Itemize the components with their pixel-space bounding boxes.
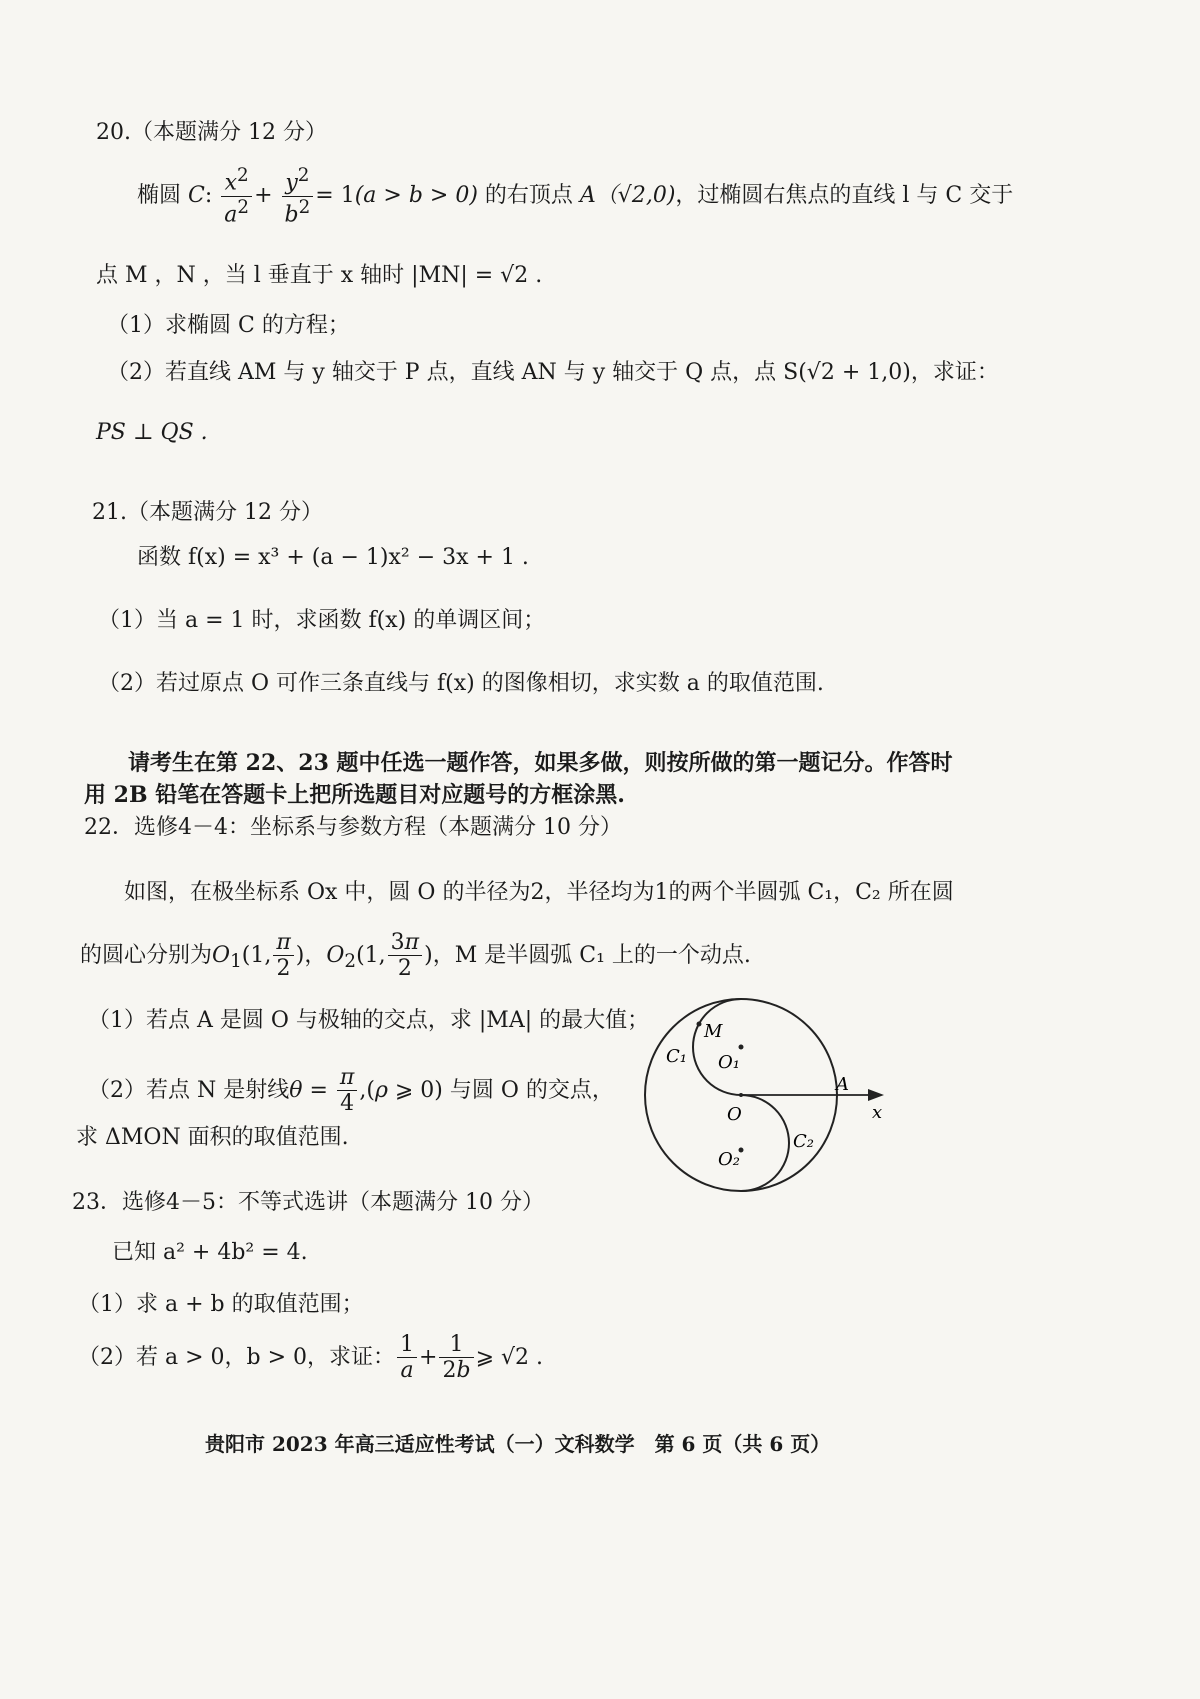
- q20-part2: （2）若直线 AM 与 y 轴交于 P 点，直线 AN 与 y 轴交于 Q 点，点 S(√2 + 1,0)，求证：: [107, 360, 999, 385]
- label-m: M: [704, 1021, 723, 1042]
- q22-stem2-prefix: 的圆心分别为: [80, 942, 213, 968]
- label-o: O: [727, 1104, 742, 1125]
- label-c1: C₁: [666, 1046, 687, 1067]
- polar-figure: [630, 990, 900, 1210]
- q22-stem-line1: 如图，在极坐标系 Ox 中，圆 O 的半径为2，半径均为1的两个半圆弧 C₁，C₂ 所在圆: [124, 880, 954, 905]
- q21-stem: 函数 f(x) = x³ + (a − 1)x² − 3x + 1 .: [137, 545, 529, 570]
- point-o1: [739, 1045, 744, 1050]
- q20-part2-conclusion: PS ⊥ QS .: [96, 420, 208, 445]
- q21-heading: 21.（本题满分 12 分）: [92, 500, 323, 525]
- q22-part2: （2）若点 N 是射线θ = $\frac{\pi}{4}$ ,(ρ ⩾ 0) 与圆 O 的交点，: [88, 1065, 614, 1117]
- instruction-line1: 请考生在第 22、23 题中任选一题作答，如果多做，则按所做的第一题记分。作答时: [128, 750, 953, 776]
- q20-stem-line1: 椭圆 C: $\frac{x^2}{a^2}$ + $\frac{y^2}{b^2}$ = 1(a > b > 0) 的右顶点 A（√2,0)，过椭圆右焦点的直线 l 与 C 交于: [137, 165, 1014, 227]
- q23-part2: （2）若 a > 0，b > 0，求证： $\frac{1}{a}$ + $\frac{1}{2b}$ ⩾ √2 .: [78, 1332, 543, 1384]
- semicircle-c2: [741, 1095, 789, 1191]
- q20-stem-suffix: ，过椭圆右焦点的直线 l 与 C 交于: [675, 183, 1014, 209]
- label-o1: O₁: [718, 1052, 740, 1073]
- axis-arrow-icon: [868, 1089, 884, 1101]
- q23-heading: 23．选修4－5：不等式选讲（本题满分 10 分）: [72, 1190, 544, 1215]
- q21-part1: （1）当 a = 1 时，求函数 f(x) 的单调区间；: [98, 608, 546, 633]
- label-a: A: [836, 1074, 849, 1095]
- q22-stem2-suffix: ，M 是半圆弧 C₁ 上的一个动点.: [432, 942, 751, 968]
- q20-condition: (a > b > 0): [354, 183, 478, 209]
- q20-point-a: A（√2,0): [579, 183, 676, 209]
- label-x: x: [872, 1102, 883, 1123]
- label-c2: C₂: [793, 1131, 814, 1152]
- q23-part2-prefix: （2）若 a > 0，b > 0，求证：: [78, 1344, 396, 1370]
- q23-stem: 已知 a² + 4b² = 4.: [112, 1240, 308, 1265]
- q20-heading: 20.（本题满分 12 分）: [96, 120, 327, 145]
- q20-part1: （1）求椭圆 C 的方程；: [107, 313, 350, 338]
- label-o2: O₂: [718, 1149, 740, 1170]
- q23-part2-suffix: ⩾ √2 .: [475, 1344, 543, 1370]
- q22-part2-prefix: （2）若点 N 是射线: [88, 1077, 290, 1103]
- q22-part2-suffix: 与圆 O 的交点，: [449, 1077, 614, 1103]
- point-o: [739, 1093, 743, 1097]
- q22-part2-continued: 求 ΔMON 面积的取值范围.: [76, 1125, 349, 1150]
- q20-stem-line2: 点 M ，N ，当 l 垂直于 x 轴时 |MN| = √2 .: [96, 263, 543, 288]
- q22-heading: 22．选修4－4：坐标系与参数方程（本题满分 10 分）: [84, 815, 622, 840]
- page-footer: 贵阳市 2023 年高三适应性考试（一）文科数学 第 6 页（共 6 页）: [205, 1432, 831, 1456]
- semicircle-c1: [693, 999, 741, 1095]
- q22-part1: （1）若点 A 是圆 O 与极轴的交点，求 |MA| 的最大值；: [88, 1008, 650, 1033]
- q20-stem-mid: 的右顶点: [484, 183, 573, 209]
- instruction-line2: 用 2B 铅笔在答题卡上把所选题目对应题号的方框涂黑.: [84, 782, 625, 808]
- q22-stem-line2: 的圆心分别为$O_1(1$, $\frac{\pi}{2}$ )，$O_2(1$, $\frac{3\pi}{2}$ )，M 是半圆弧 C₁ 上的一个动点.: [80, 930, 751, 982]
- q21-part2: （2）若过原点 O 可作三条直线与 f(x) 的图像相切，求实数 a 的取值范围.: [98, 671, 824, 696]
- q20-stem-prefix: 椭圆: [137, 183, 182, 209]
- q23-part1: （1）求 a + b 的取值范围；: [78, 1292, 364, 1317]
- point-m: [697, 1022, 702, 1027]
